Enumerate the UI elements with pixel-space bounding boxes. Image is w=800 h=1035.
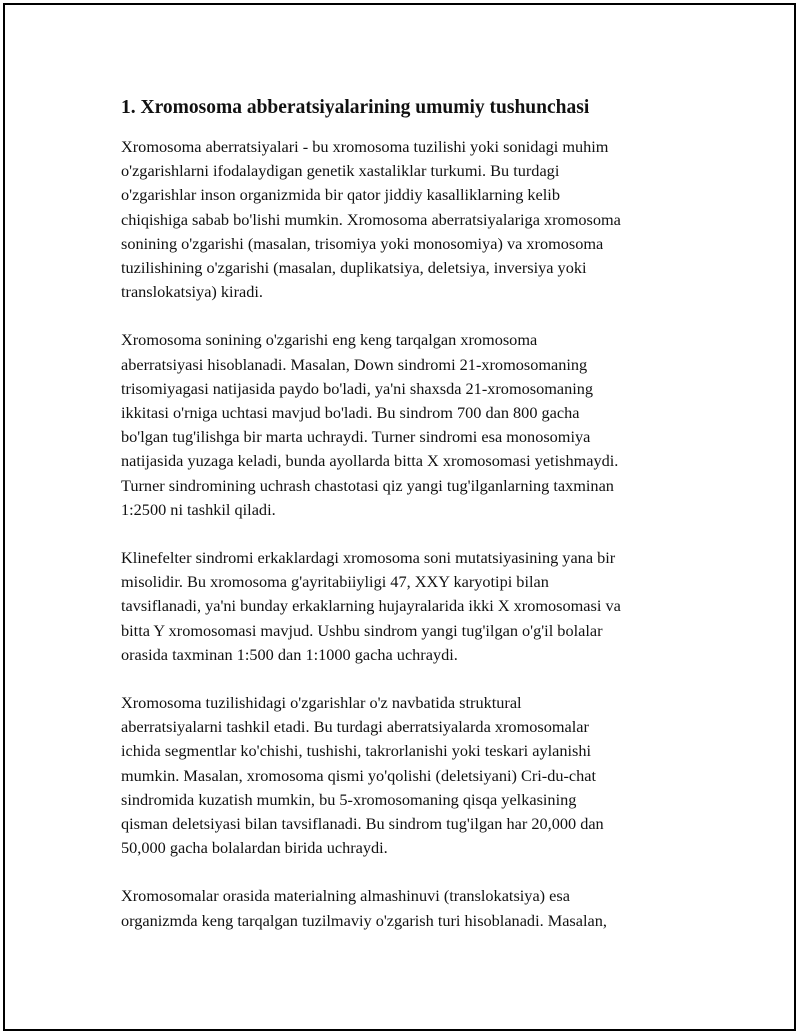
paragraph-line: chiqishiga sabab bo'lishi mumkin. Xromosoma aberratsiyalariga xromosoma bbox=[121, 209, 621, 229]
paragraph-line: sindromida kuzatish mumkin, bu 5-xromosomaning qisqa yelkasining bbox=[121, 789, 577, 809]
paragraph-line: Turner sindromining uchrash chastotasi qiz yangi tug'ilganlarning taxminan bbox=[121, 475, 614, 495]
paragraph-line: ikkitasi o'rniga uchtasi mavjud bo'ladi. Bu sindrom 700 dan 800 gacha bbox=[121, 403, 580, 423]
paragraph-line: o'zgarishlarni ifodalaydigan genetik xastaliklar turkumi. Bu turdagi bbox=[121, 161, 560, 181]
paragraph-line: tavsiflanadi, ya'ni bunday erkaklarning hujayralarida ikki X xromosomasi va bbox=[121, 596, 621, 616]
paragraph-line: tuzilishining o'zgarishi (masalan, duplikatsiya, deletsiya, inversiya yoki bbox=[121, 258, 587, 278]
paragraph-line: Xromosoma aberratsiyalari - bu xromosoma tuzilishi yoki sonidagi muhim bbox=[121, 137, 609, 156]
paragraph-list bbox=[121, 135, 691, 933]
paragraph-line: natijasida yuzaga keladi, bunda ayollarda bitta X xromosomasi yetishmaydi. bbox=[121, 451, 619, 471]
document-body bbox=[121, 95, 691, 957]
paragraph-line: sonining o'zgarishi (masalan, trisomiya yoki monosomiya) va xromosoma bbox=[121, 233, 604, 253]
paragraph-line: translokatsiya) kiradi. bbox=[121, 282, 263, 302]
section-heading: 1. Xromosoma abberatsiyalarining umumiy tushunchasi bbox=[121, 97, 590, 118]
paragraph-line: orasida taxminan 1:500 dan 1:1000 gacha uchraydi. bbox=[121, 644, 458, 664]
paragraph-line: Xromosomalar orasida materialning almashinuvi (translokatsiya) esa bbox=[121, 886, 570, 906]
paragraph-line: bitta Y xromosomasi mavjud. Ushbu sindrom yangi tug'ilgan o'g'il bolalar bbox=[121, 620, 603, 640]
paragraph-line: ichida segmentlar ko'chishi, tushishi, takrorlanishi yoki teskari aylanishi bbox=[121, 741, 592, 761]
paragraph-line: Klinefelter sindromi erkaklardagi xromosoma soni mutatsiyasining yana bir bbox=[121, 548, 616, 568]
paragraph bbox=[121, 884, 691, 932]
paragraph bbox=[121, 691, 691, 860]
paragraph-line: aberratsiyalarni tashkil etadi. Bu turdagi aberratsiyalarda xromosomalar bbox=[121, 717, 589, 737]
paragraph-line: mumkin. Masalan, xromosoma qismi yo'qolishi (deletsiyani) Cri-du-chat bbox=[121, 765, 597, 785]
paragraph-line: 1:2500 ni tashkil qiladi. bbox=[121, 499, 276, 519]
paragraph-line: bo'lgan tug'ilishga bir marta uchraydi. Turner sindromi esa monosomiya bbox=[121, 427, 591, 447]
paragraph-line: 50,000 gacha bolalardan birida uchraydi. bbox=[121, 838, 388, 858]
document-page bbox=[3, 3, 796, 1031]
paragraph-line: Xromosoma tuzilishidagi o'zgarishlar o'z navbatida struktural bbox=[121, 693, 522, 713]
paragraph-line: organizmda keng tarqalgan tuzilmaviy o'zgarish turi hisoblanadi. Masalan, bbox=[121, 910, 607, 930]
paragraph-line: misolidir. Bu xromosoma g'ayritabiiyligi 47, XXY karyotipi bilan bbox=[121, 572, 549, 592]
paragraph-line: o'zgarishlar inson organizmida bir qator jiddiy kasalliklarning kelib bbox=[121, 185, 560, 205]
paragraph bbox=[121, 135, 691, 304]
paragraph bbox=[121, 328, 691, 522]
paragraph-line: trisomiyagasi natijasida paydo bo'ladi, ya'ni shaxsda 21-xromosomaning bbox=[121, 378, 594, 398]
paragraph bbox=[121, 546, 691, 667]
paragraph-line: aberratsiyasi hisoblanadi. Masalan, Down sindromi 21-xromosomaning bbox=[121, 354, 588, 374]
paragraph-line: qisman deletsiyasi bilan tavsiflanadi. Bu sindrom tug'ilgan har 20,000 dan bbox=[121, 814, 604, 834]
paragraph-line: Xromosoma sonining o'zgarishi eng keng tarqalgan xromosoma bbox=[121, 330, 538, 350]
